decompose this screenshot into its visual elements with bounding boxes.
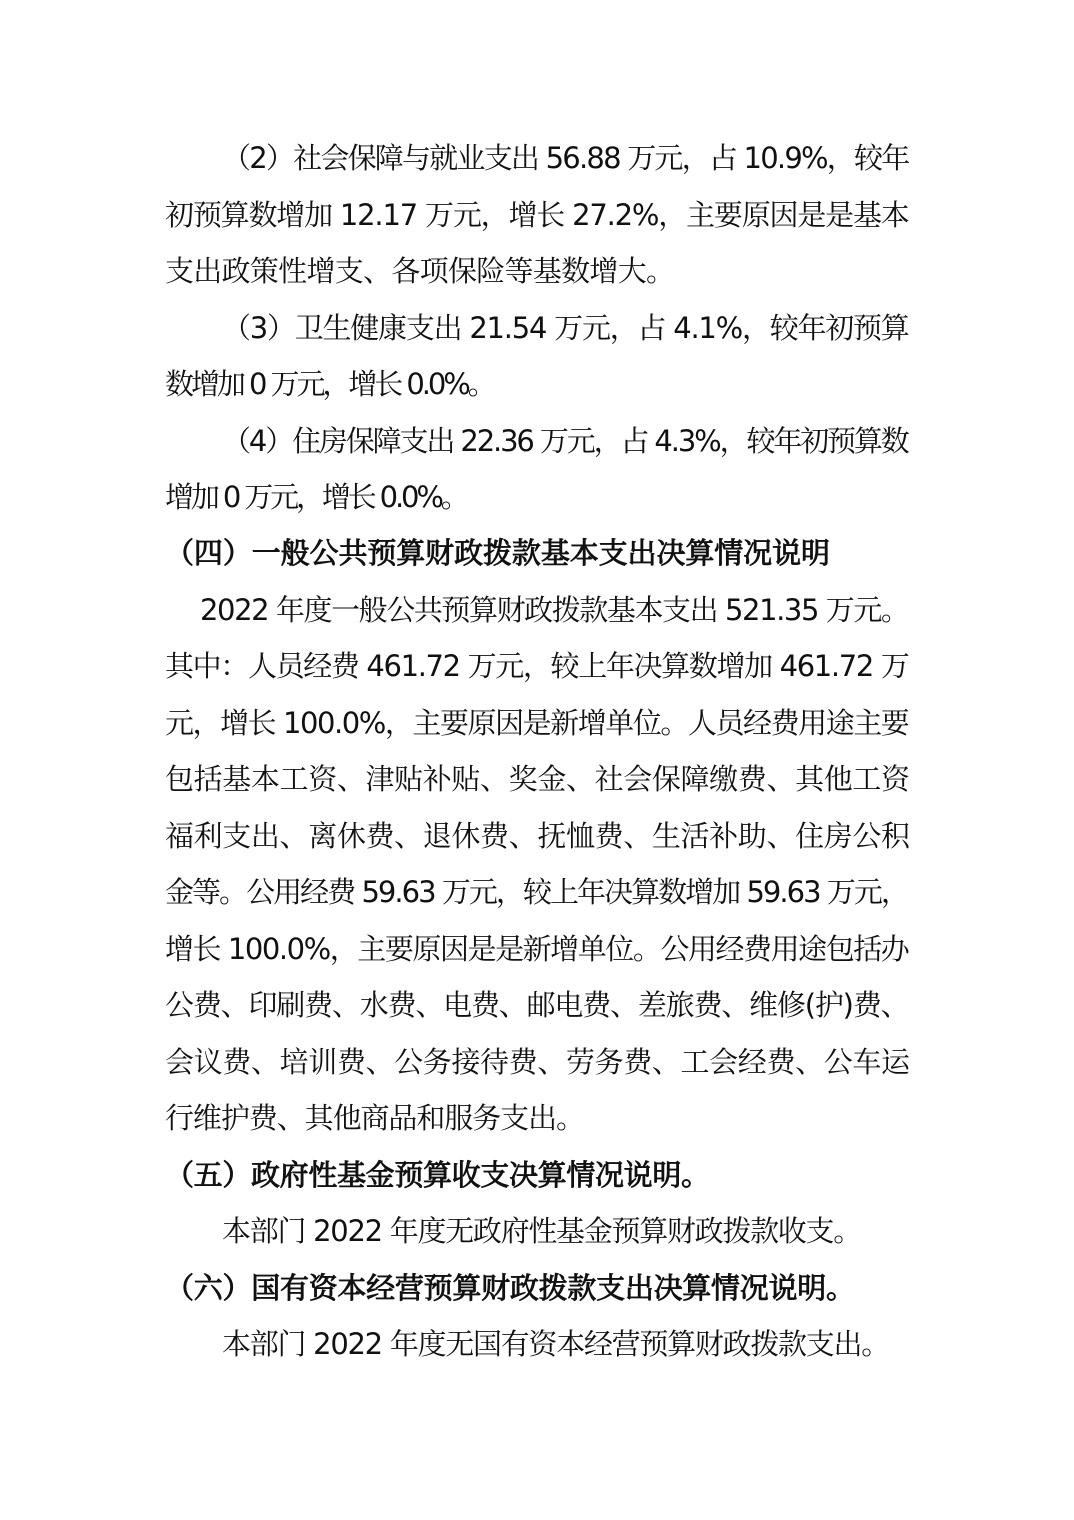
paragraph-line: 行维护费、其他商品和服务支出。 [165, 1101, 584, 1135]
paragraph-line: 公费、印刷费、水费、电费、邮电费、差旅费、维修(护)费、 [165, 988, 909, 1022]
paragraph-line: 会议费、培训费、公务接待费、劳务费、工会经费、公车运 [165, 1045, 910, 1079]
paragraph-line: 本部门 2022 年度无政府性基金预算财政拨款收支。 [222, 1214, 861, 1248]
paragraph-line: （4）住房保障支出 22.36 万元，占 4.3%，较年初预算数 [222, 424, 908, 458]
paragraph-line: 增加 0 万元，增长 0.0%。 [165, 480, 467, 514]
section-heading: （五）政府性基金预算收支决算情况说明。 [165, 1158, 710, 1192]
paragraph-line: 包括基本工资、津贴补贴、奖金、社会保障缴费、其他工资 [165, 762, 910, 796]
paragraph-line: 初预算数增加 12.17 万元，增长 27.2%，主要原因是是基本 [165, 198, 909, 232]
section-heading: （六）国有资本经营预算财政拨款支出决算情况说明。 [165, 1271, 855, 1305]
section-heading: （四）一般公共预算财政拨款基本支出决算情况说明 [165, 536, 830, 570]
paragraph-line: 其中：人员经费 461.72 万元，较上年决算数增加 461.72 万 [165, 649, 909, 683]
paragraph-line: 数增加 0 万元，增长 0.0%。 [165, 367, 494, 401]
paragraph-line: 元，增长 100.0%，主要原因是新增单位。人员经费用途主要 [165, 706, 909, 740]
paragraph-line: 本部门 2022 年度无国有资本经营预算财政拨款支出。 [222, 1327, 889, 1361]
paragraph-line: 支出政策性增支、各项保险等基数增大。 [165, 254, 675, 288]
paragraph-line: 2022 年度一般公共预算财政拨款基本支出 521.35 万元。 [200, 593, 909, 627]
paragraph-line: （3）卫生健康支出 21.54 万元，占 4.1%，较年初预算 [222, 311, 909, 345]
paragraph-line: 金等。公用经费 59.63 万元，较上年决算数增加 59.63 万元， [165, 875, 908, 909]
paragraph-line: 福利支出、离休费、退休费、抚恤费、生活补助、住房公积 [165, 819, 910, 853]
paragraph-line: 增长 100.0%，主要原因是是新增单位。公用经费用途包括办 [165, 932, 909, 966]
paragraph-line: （2）社会保障与就业支出 56.88 万元，占 10.9%，较年 [222, 141, 909, 175]
